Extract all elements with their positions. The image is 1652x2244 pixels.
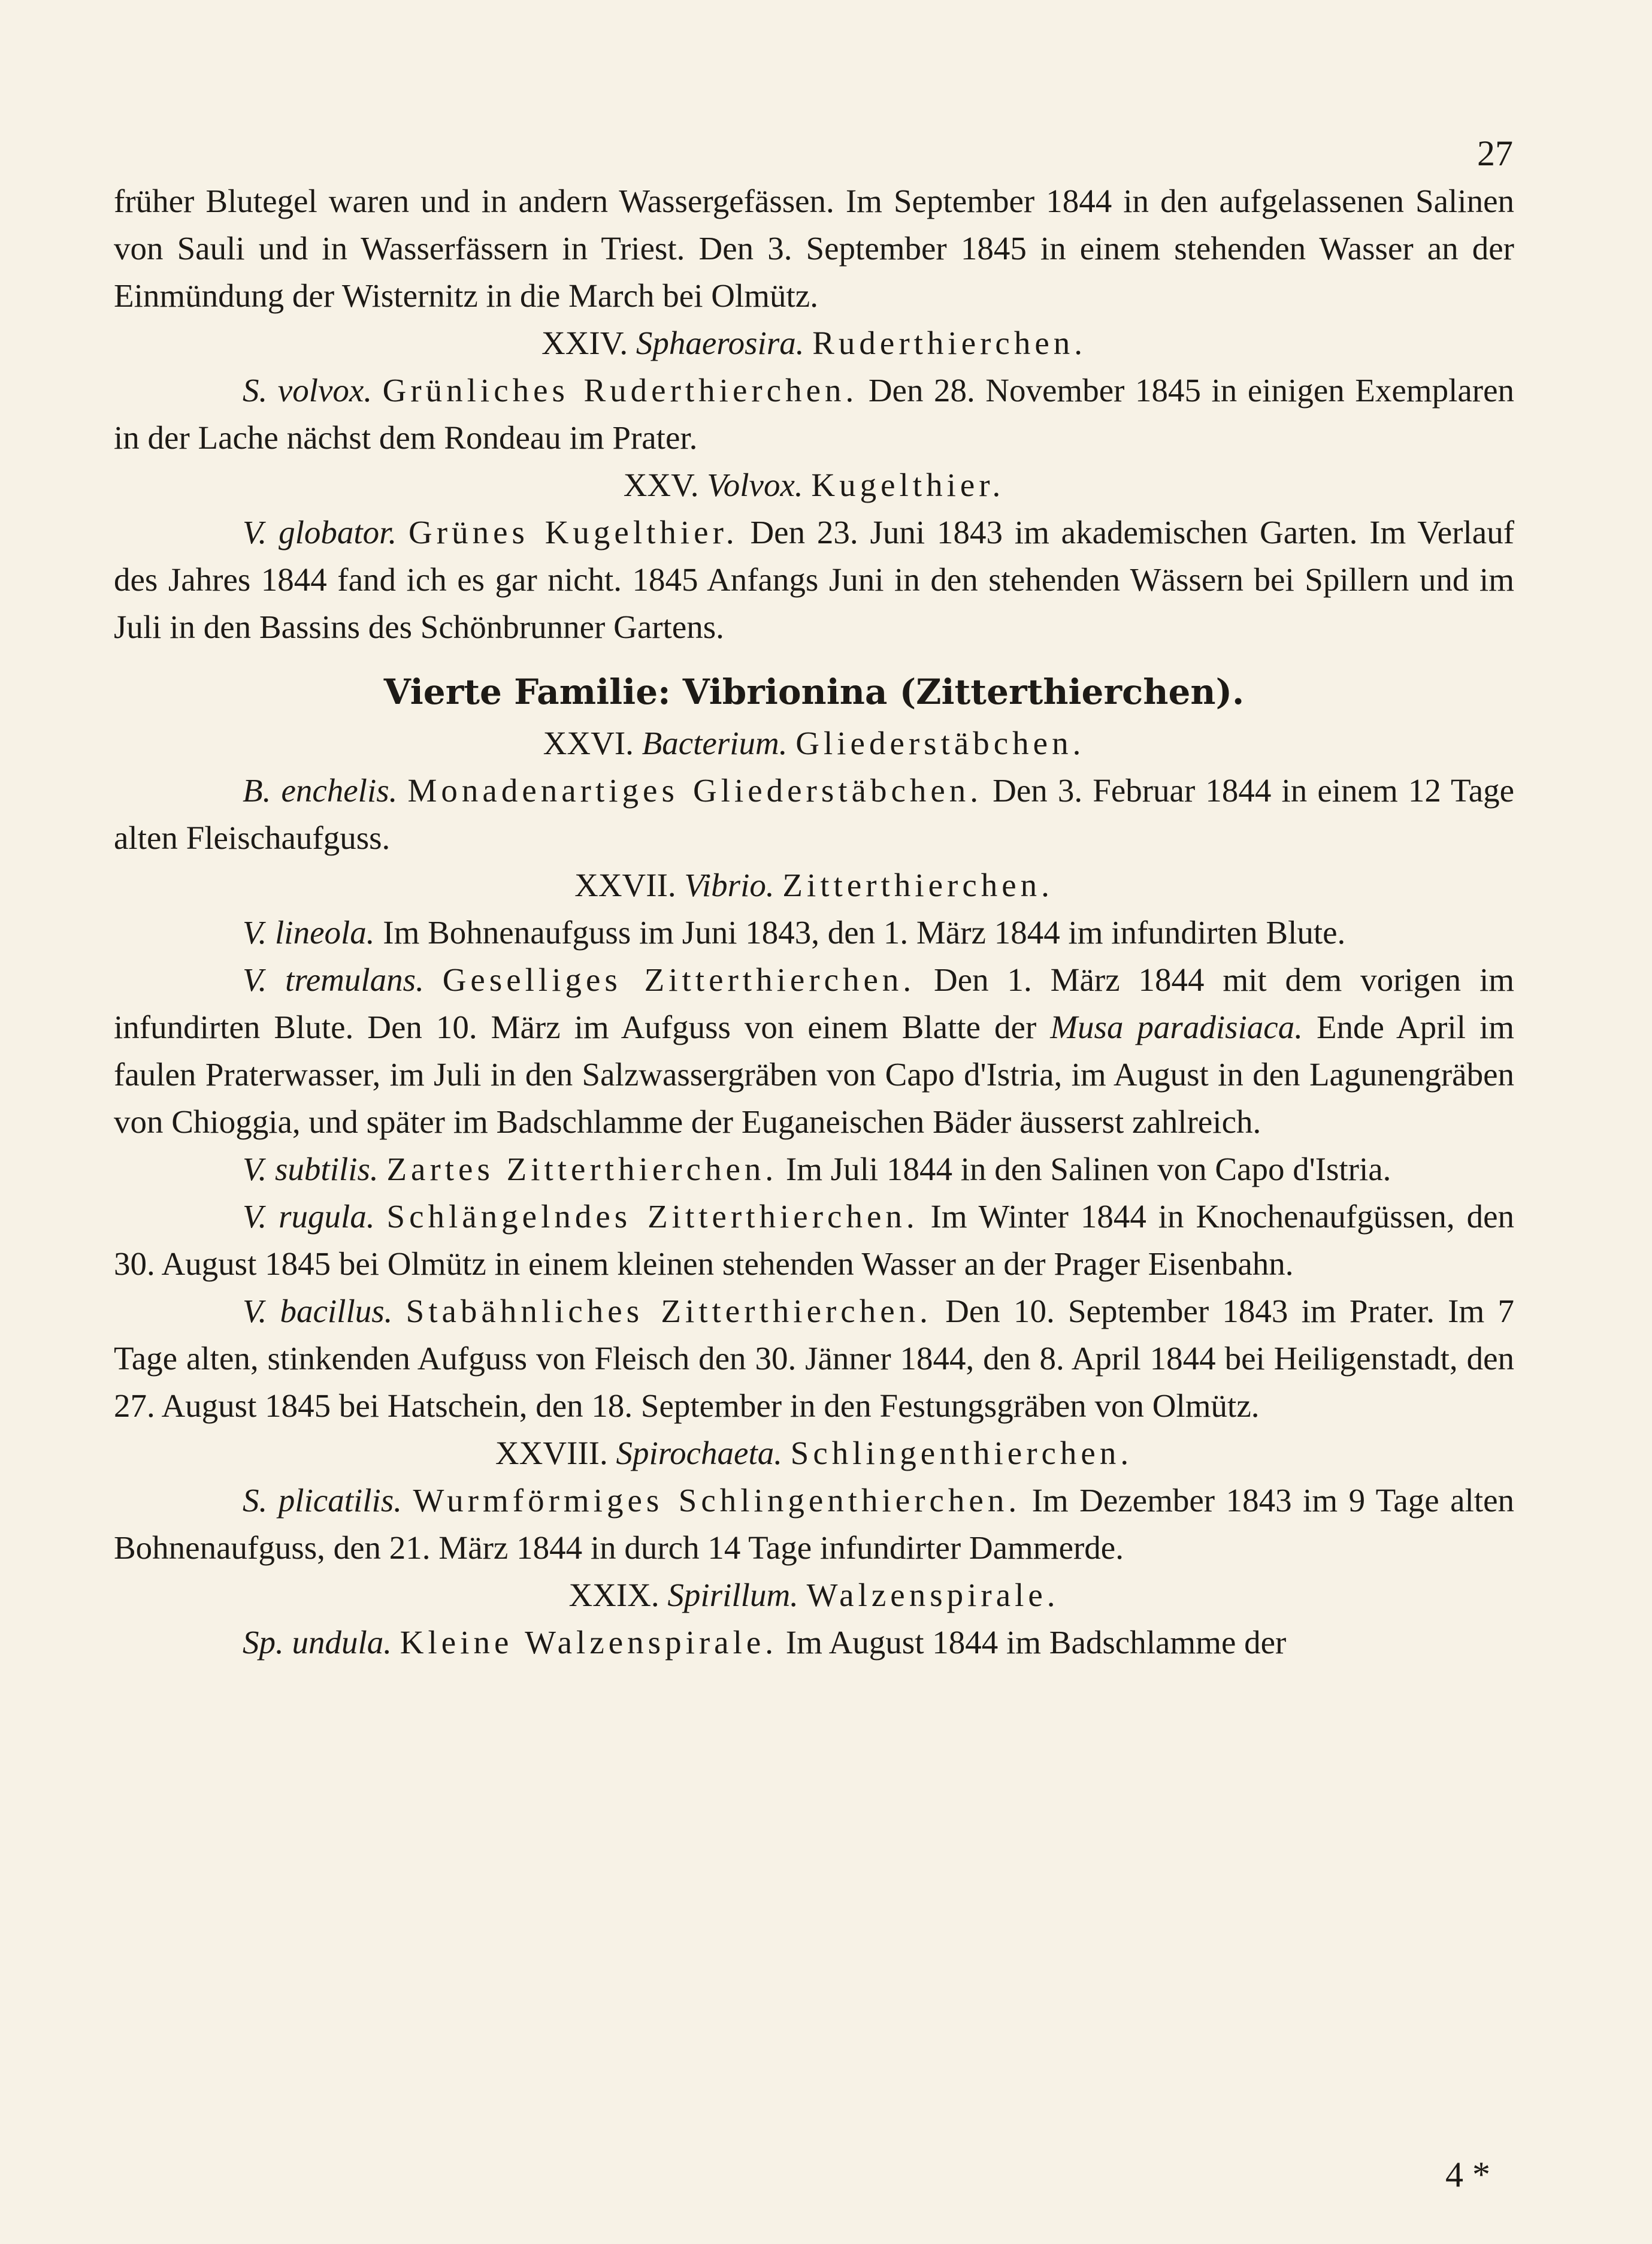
species-entry — [114, 1145, 1514, 1193]
species-latin-name: V. globator. — [243, 514, 397, 551]
plant-latin-name: Musa paradisiaca. — [1050, 1009, 1303, 1045]
species-entry — [114, 367, 1514, 461]
species-text: Im Winter 1844 in Knochenaufgüssen, den 30. August 1845 bei Olmütz in einem kleinen stehenden Wasser an der Prager Eisenbahn. — [114, 1198, 1514, 1282]
species-common-name: Monadenartiges Gliederstäbchen. — [407, 772, 983, 809]
species-latin-name: V. rugula. — [243, 1198, 375, 1235]
species-latin-name: V. tremulans. — [243, 961, 424, 998]
species-latin-name: B. enchelis. — [243, 772, 398, 809]
species-text: Im August 1844 im Badschlamme der — [777, 1624, 1287, 1661]
species-text: Ende April im faulen Praterwasser, im Juli in den Salzwassergräben von Capo d'Istria, im August in den Lagunengräben von Chioggia, und später im Badschlamme der Euganeischen Bäder äusserst zahlreich. — [114, 1009, 1515, 1140]
species-common-name: Zartes Zitterthierchen. — [386, 1151, 778, 1187]
species-text: Im Bohnenaufguss im Juni 1843, den 1. März 1844 im infundirten Blute. — [374, 914, 1346, 951]
genus-common-name: Gliederstäbchen. — [795, 725, 1085, 761]
species-entry — [114, 909, 1514, 956]
genus-latin-name: Spirochaeta. — [616, 1435, 782, 1471]
species-common-name: Grünliches Ruderthierchen. — [382, 372, 858, 409]
species-latin-name: S. plicatilis. — [243, 1482, 402, 1519]
genus-number: XXVII. — [574, 867, 676, 903]
species-entry — [114, 956, 1514, 1145]
species-latin-name: V. subtilis. — [243, 1151, 379, 1187]
genus-number: XXIX. — [568, 1577, 659, 1613]
genus-heading — [114, 1571, 1514, 1619]
species-common-name: Kleine Walzenspirale. — [400, 1624, 778, 1661]
genus-number: XXVIII. — [495, 1435, 608, 1471]
species-common-name: Grünes Kugelthier. — [409, 514, 739, 551]
genus-latin-name: Sphaerosira. — [636, 325, 804, 361]
species-text: Den 1. März 1844 mit dem vorigen im infundirten Blute. Den 10. März im Aufguss von einem Blatte der — [114, 961, 1515, 1045]
genus-common-name: Zitterthierchen. — [782, 867, 1054, 903]
species-latin-name: Sp. undula. — [243, 1624, 392, 1661]
species-entry — [114, 1477, 1514, 1571]
species-entry — [114, 509, 1514, 651]
species-common-name: Geselliges Zitterthierchen. — [442, 961, 916, 998]
species-entry — [114, 1619, 1514, 1666]
species-latin-name: S. volvox. — [243, 372, 373, 409]
species-latin-name: V. lineola. — [243, 914, 375, 951]
species-text: Den 10. September 1843 im Prater. Im 7 Tage alten, stinkenden Aufguss von Fleisch den 30. Jänner 1844, den 8. April 1844 bei Heiligenstadt, den 27. August 1845 bei Hatschein, den 18. September in den Festungsgräben von Olmütz. — [114, 1293, 1515, 1424]
species-common-name: Schlängelndes Zitterthierchen. — [386, 1198, 919, 1235]
species-text: Den 23. Juni 1843 im akademischen Garten. Im Verlauf des Jahres 1844 fand ich es gar nicht. 1845 Anfangs Juni in den stehenden Wässern bei Spillern und im Juli in den Bassins des Schönbrunner Gartens. — [114, 514, 1515, 645]
species-text: Im Dezember 1843 im 9 Tage alten Bohnenaufguss, den 21. März 1844 in durch 14 Tage infundirter Dammerde. — [114, 1482, 1515, 1566]
species-entry — [114, 767, 1514, 861]
genus-heading — [114, 719, 1514, 767]
paragraph: früher Blutegel waren und in andern Wassergefässen. Im September 1844 in den aufgelassenen Salinen von Sauli und in Wasserfässern in Triest. Den 3. September 1845 in einem stehenden Wasser an der Einmündung der Wisternitz in die March bei Olmütz. — [114, 183, 1514, 314]
genus-common-name: Kugelthier. — [811, 467, 1005, 503]
page-body — [114, 177, 1514, 1666]
page-number: 27 — [1477, 134, 1513, 173]
species-common-name: Wurmförmiges Schlingenthierchen. — [413, 1482, 1021, 1519]
genus-heading — [114, 1429, 1514, 1477]
signature-mark: 4 * — [1445, 2155, 1490, 2194]
species-entry — [114, 1287, 1514, 1429]
species-entry — [114, 1193, 1514, 1287]
species-text: Im Juli 1844 in den Salinen von Capo d'Istria. — [777, 1151, 1391, 1187]
genus-latin-name: Vibrio. — [684, 867, 774, 903]
genus-common-name: Schlingenthierchen. — [790, 1435, 1133, 1471]
genus-common-name: Walzenspirale. — [806, 1577, 1060, 1613]
genus-latin-name: Bacterium. — [642, 725, 788, 761]
genus-heading — [114, 861, 1514, 909]
genus-heading — [114, 461, 1514, 509]
species-text: Den 3. Februar 1844 in einem 12 Tage alten Fleischaufguss. — [114, 772, 1515, 856]
genus-heading — [114, 319, 1514, 367]
species-common-name: Stabähnliches Zitterthierchen. — [406, 1293, 932, 1329]
genus-latin-name: Spirillum. — [667, 1577, 798, 1613]
species-latin-name: V. bacillus. — [243, 1293, 393, 1329]
genus-common-name: Ruderthierchen. — [812, 325, 1087, 361]
genus-number: XXIV. — [541, 325, 628, 361]
family-heading: Vierte Familie: Vibrionina (Zitterthierchen). — [383, 672, 1245, 712]
species-text: Den 28. November 1845 in einigen Exemplaren in der Lache nächst dem Rondeau im Prater. — [114, 372, 1514, 456]
genus-number: XXV. — [623, 467, 699, 503]
genus-number: XXVI. — [543, 725, 634, 761]
genus-latin-name: Volvox. — [707, 467, 803, 503]
